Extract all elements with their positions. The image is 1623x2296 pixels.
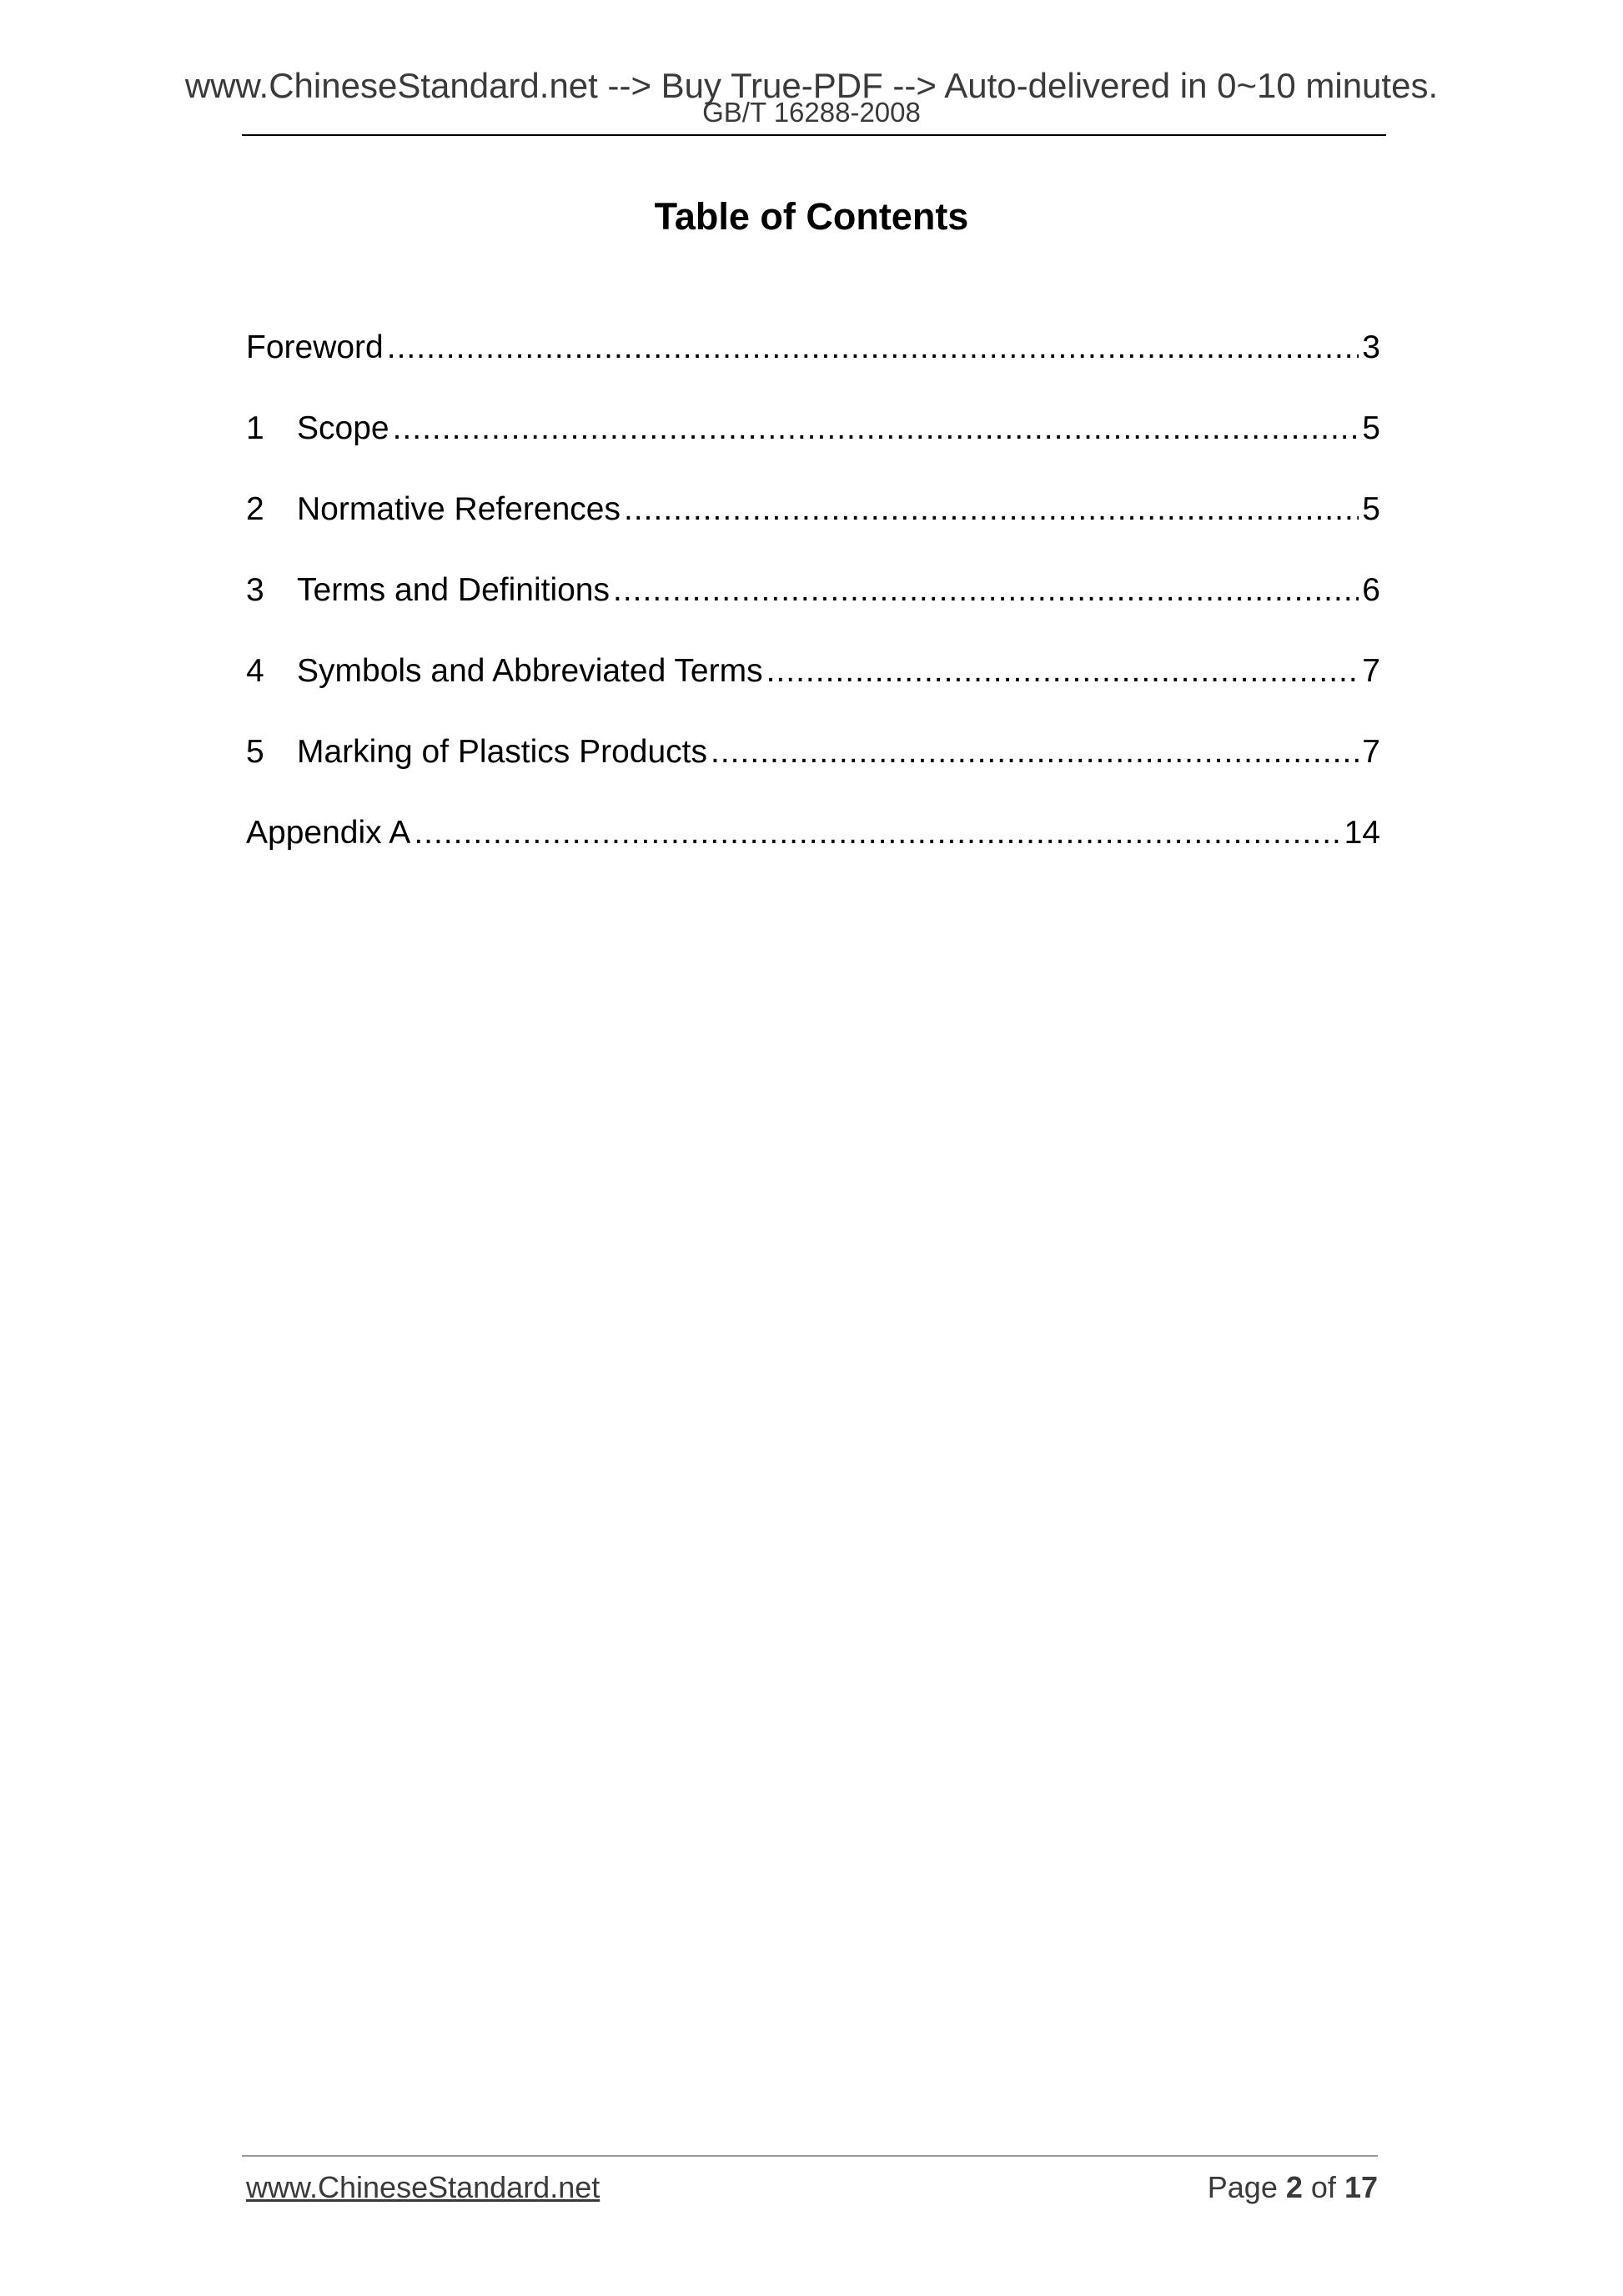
- toc-entry-number: 4: [246, 653, 264, 689]
- toc-entry-label: Appendix A: [246, 815, 411, 851]
- page-number: [1208, 2168, 1378, 2207]
- toc-entry-page: 14: [1344, 815, 1380, 851]
- page-current: 2: [1285, 2170, 1303, 2204]
- toc-entry-label: Terms and Definitions: [297, 572, 610, 608]
- toc-dot-leader: [393, 408, 1359, 450]
- header-banner: www.ChineseStandard.net --> Buy True-PDF --> Auto-delivered in 0~10 minutes.: [184, 66, 1439, 105]
- page-total: 17: [1344, 2170, 1378, 2204]
- toc-dot-leader: [613, 570, 1359, 611]
- toc-entry-label: Marking of Plastics Products: [297, 734, 708, 770]
- toc-dot-leader: [766, 651, 1359, 692]
- toc-dot-leader: [414, 812, 1340, 854]
- toc-title: Table of Contents: [654, 195, 969, 238]
- footer-divider: [242, 2155, 1378, 2157]
- page-prefix: Page: [1207, 2170, 1278, 2204]
- toc-entry-label: Normative References: [297, 491, 621, 527]
- toc-entry-terms-and-definitions[interactable]: [246, 570, 1380, 651]
- toc-dot-leader: [624, 489, 1359, 530]
- toc-entry-marking-of-plastics-products[interactable]: [246, 731, 1380, 812]
- document-code: GB/T 16288-2008: [702, 97, 921, 128]
- toc-entry-label: Foreword: [246, 329, 384, 365]
- toc-entry-number: 5: [246, 734, 264, 770]
- toc-entry-number: 3: [246, 572, 264, 608]
- toc-entry-number: 2: [246, 491, 264, 527]
- toc-entry-scope[interactable]: [246, 408, 1380, 489]
- toc-entry-label: Scope: [297, 410, 389, 446]
- toc-entry-symbols-and-abbreviated-terms[interactable]: [246, 651, 1380, 731]
- toc-entry-appendix-a[interactable]: [246, 812, 1380, 893]
- toc-dot-leader: [711, 731, 1359, 773]
- toc-entry-foreword[interactable]: [246, 327, 1380, 408]
- footer-website-link[interactable]: www.ChineseStandard.net: [246, 2170, 600, 2204]
- toc-entry-number: 1: [246, 410, 264, 446]
- toc-entry-page: 7: [1362, 734, 1380, 770]
- toc-list: [246, 327, 1380, 893]
- toc-entry-page: 5: [1362, 491, 1380, 527]
- toc-entry-page: 6: [1362, 572, 1380, 608]
- toc-entry-label: Symbols and Abbreviated Terms: [297, 653, 763, 689]
- toc-entry-page: 7: [1362, 653, 1380, 689]
- header-divider: [242, 134, 1386, 136]
- toc-entry-page: 5: [1362, 410, 1380, 446]
- toc-dot-leader: [387, 327, 1359, 369]
- toc-entry-normative-references[interactable]: [246, 489, 1380, 570]
- page-mid: of: [1310, 2170, 1336, 2204]
- toc-entry-page: 3: [1362, 329, 1380, 365]
